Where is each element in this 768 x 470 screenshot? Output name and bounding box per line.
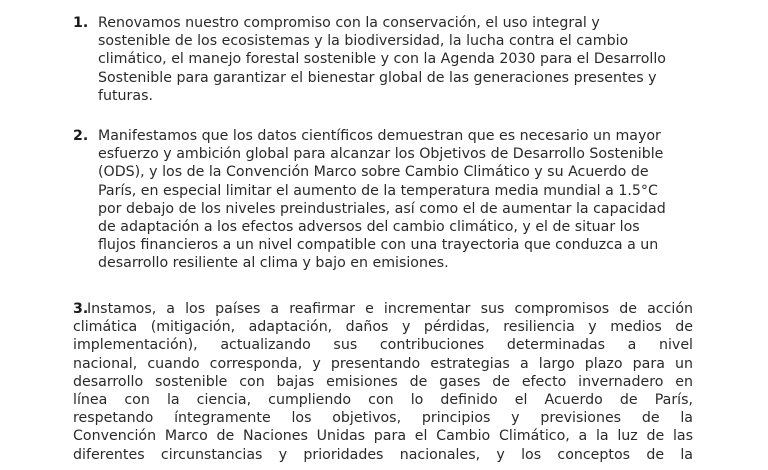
text-line: nacional, cuando corresponda, y presentando estrategias a largo plazo para un [73, 355, 693, 372]
text-line: París, en especial limitar el aumento de la temperatura media mundial a 1.5°C [98, 182, 658, 199]
item-number: 3. [73, 301, 89, 317]
text-line: Renovamos nuestro compromiso con la conservación, el uso integral y [98, 15, 600, 31]
text-line: por debajo de los niveles preindustriales, así como el de aumentar la capacidad [98, 200, 666, 217]
text-line: Manifestamos que los datos científicos demuestran que es necesario un mayor [98, 128, 661, 144]
text-line: futuras. [98, 87, 153, 104]
text-line: sostenible de los ecosistemas y la biodiversidad, la lucha contra el cambio [98, 33, 629, 50]
text-line: respetando íntegramente los objetivos, principios y previsiones de la [73, 410, 693, 427]
text-line: Instamos, a los países a reafirmar e incrementar sus compromisos de acción [87, 301, 693, 317]
item-number: 1. [73, 15, 89, 31]
text-line: de adaptación a los efectos adversos del cambio climático, y el de situar los [98, 218, 640, 235]
text-line: línea con la ciencia, cumpliendo con lo definido el Acuerdo de París, [73, 391, 693, 408]
text-line: desarrollo sostenible con bajas emisiones de gases de efecto invernadero en [73, 373, 693, 390]
text-line: Sostenible para garantizar el bienestar global de las generaciones presentes y [98, 69, 657, 86]
item-text [98, 14, 698, 105]
item-text [73, 300, 693, 464]
text-line: (ODS), y los de la Convención Marco sobre Cambio Climático y su Acuerdo de [98, 164, 649, 181]
item-text [98, 127, 698, 273]
text-line: diferentes circunstancias y prioridades nacionales, y los conceptos de la [73, 446, 693, 463]
text-line: desarrollo resiliente al clima y bajo en emisiones. [98, 255, 449, 272]
text-line: implementación), actualizando sus contribuciones determinadas a nivel [73, 337, 693, 354]
text-line: climático, el manejo forestal sostenible y con la Agenda 2030 para el Desarrollo [98, 51, 666, 68]
text-line: flujos financieros a un nivel compatible con una trayectoria que conduzca a un [98, 237, 659, 254]
text-line: esfuerzo y ambición global para alcanzar los Objetivos de Desarrollo Sostenible [98, 146, 664, 163]
item-number: 2. [73, 128, 89, 144]
text-line: Convención Marco de Naciones Unidas para el Cambio Climático, a la luz de las [73, 428, 693, 445]
text-line: climática (mitigación, adaptación, daños y pérdidas, resiliencia y medios de [73, 319, 693, 336]
